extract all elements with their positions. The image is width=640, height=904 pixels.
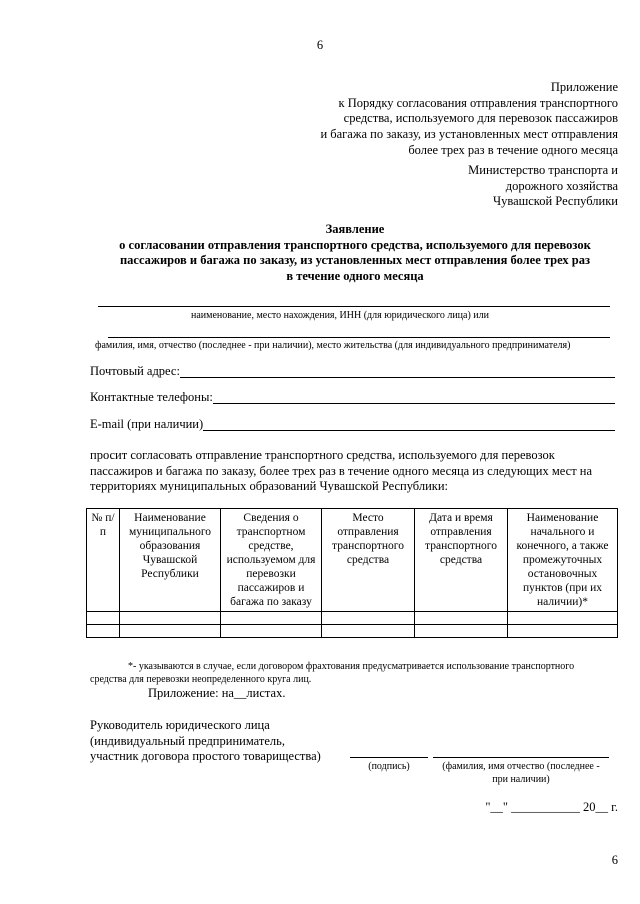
table-header-row xyxy=(87,509,618,612)
header-departure-place: Место отправления транспортного средства xyxy=(322,509,415,612)
appendix-line: средства, используемого для перевозок пассажиров xyxy=(343,111,618,126)
footnote-line: средства для перевозки неопределенного круга лиц. xyxy=(90,673,312,685)
page-number-bottom: 6 xyxy=(611,853,618,867)
request-paragraph xyxy=(90,448,620,495)
header-municipality: Наименование муниципального образования Чувашской Республики xyxy=(120,509,221,612)
table-cell[interactable] xyxy=(221,612,322,625)
table-cell[interactable] xyxy=(87,612,120,625)
appendix-line: и багажа по заказу, из установленных мест отправления xyxy=(320,126,618,141)
signature-line[interactable] xyxy=(350,757,428,758)
table-cell[interactable] xyxy=(221,625,322,638)
signatory-line: Руководитель юридического лица xyxy=(90,718,270,732)
name-caption-line: при наличии) xyxy=(492,773,550,785)
locations-table xyxy=(86,508,618,638)
phones-label: Контактные телефоны: xyxy=(90,390,213,405)
document-title xyxy=(60,222,640,285)
email-label: E-mail (при наличии) xyxy=(90,417,204,432)
table-row xyxy=(87,625,618,638)
phones-field[interactable] xyxy=(90,390,615,406)
name-caption xyxy=(433,761,609,786)
applicant-caption-2: фамилия, имя, отчество (последнее - при наличии), место жительства (для индивидуального предпринимателя) xyxy=(95,340,571,351)
request-line: просит согласовать отправление транспортного средства, используемого для перевозок xyxy=(90,448,555,462)
table-cell[interactable] xyxy=(508,625,618,638)
page-number-top: 6 xyxy=(316,38,324,52)
addressee-line: дорожного хозяйства xyxy=(505,178,618,193)
appendix-line: более трех раз в течение одного месяца xyxy=(408,142,618,157)
appendix-line: Приложение xyxy=(550,80,618,94)
signatory-line: участник договора простого товарищества) xyxy=(90,749,321,764)
table-cell[interactable] xyxy=(120,625,221,638)
header-number: № п/п xyxy=(87,509,120,612)
postal-address-label: Почтовый адрес: xyxy=(90,364,180,379)
header-departure-datetime: Дата и время отправления транспортного средства xyxy=(415,509,508,612)
appendix-line: к Порядку согласования отправления транспортного xyxy=(338,95,618,110)
table-cell[interactable] xyxy=(322,612,415,625)
table-row xyxy=(87,612,618,625)
date-line[interactable]: "__" ___________ 20__ г. xyxy=(485,800,618,814)
table-cell[interactable] xyxy=(415,625,508,638)
signatory-block xyxy=(90,718,321,765)
postal-address-line[interactable] xyxy=(180,365,615,378)
phones-line[interactable] xyxy=(213,391,615,404)
postal-address-field[interactable] xyxy=(90,364,615,380)
signature-caption: (подпись) xyxy=(368,761,410,772)
header-vehicle-info: Сведения о транспортном средстве, используемом для перевозки пассажиров и багажа по заказу xyxy=(221,509,322,612)
title-line: Заявление xyxy=(325,222,385,236)
title-line: о согласовании отправления транспортного средства, используемого для перевозок xyxy=(119,237,591,252)
name-line[interactable] xyxy=(433,757,609,758)
table-cell[interactable] xyxy=(87,625,120,638)
title-line: пассажиров и багажа по заказу, из установленных мест отправления более трех раз xyxy=(119,253,591,268)
addressee-line: Чувашской Республики xyxy=(492,194,618,209)
attachment-note: Приложение: на__листах. xyxy=(148,686,286,700)
header-stops: Наименование начального и конечного, а также промежуточных остановочных пунктов (при их наличии)* xyxy=(508,509,618,612)
applicant-line-1[interactable] xyxy=(98,306,610,307)
title-line: в течение одного месяца xyxy=(286,268,424,283)
table-cell[interactable] xyxy=(322,625,415,638)
email-field[interactable] xyxy=(90,417,615,433)
table-cell[interactable] xyxy=(508,612,618,625)
signatory-line: (индивидуальный предприниматель, xyxy=(90,733,285,748)
addressee-block xyxy=(318,163,618,210)
table-cell[interactable] xyxy=(120,612,221,625)
footnote xyxy=(90,661,630,686)
applicant-line-2[interactable] xyxy=(108,337,610,338)
footnote-line: *- указываются в случае, если договором фрахтования предусматривается использование транспортного xyxy=(128,661,575,672)
addressee-line: Министерство транспорта и xyxy=(468,163,618,177)
table-cell[interactable] xyxy=(415,612,508,625)
request-line: пассажиров и багажа по заказу, более трех раз в течение одного месяца из следующих мест на xyxy=(90,463,593,478)
name-caption-line: (фамилия, имя отчество (последнее - xyxy=(442,761,600,772)
request-line: территориях муниципальных образований Чувашской Республики: xyxy=(90,479,448,494)
appendix-block xyxy=(198,80,618,158)
email-line[interactable] xyxy=(203,418,615,431)
applicant-caption-1: наименование, место нахождения, ИНН (для юридического лица) или xyxy=(191,310,489,321)
